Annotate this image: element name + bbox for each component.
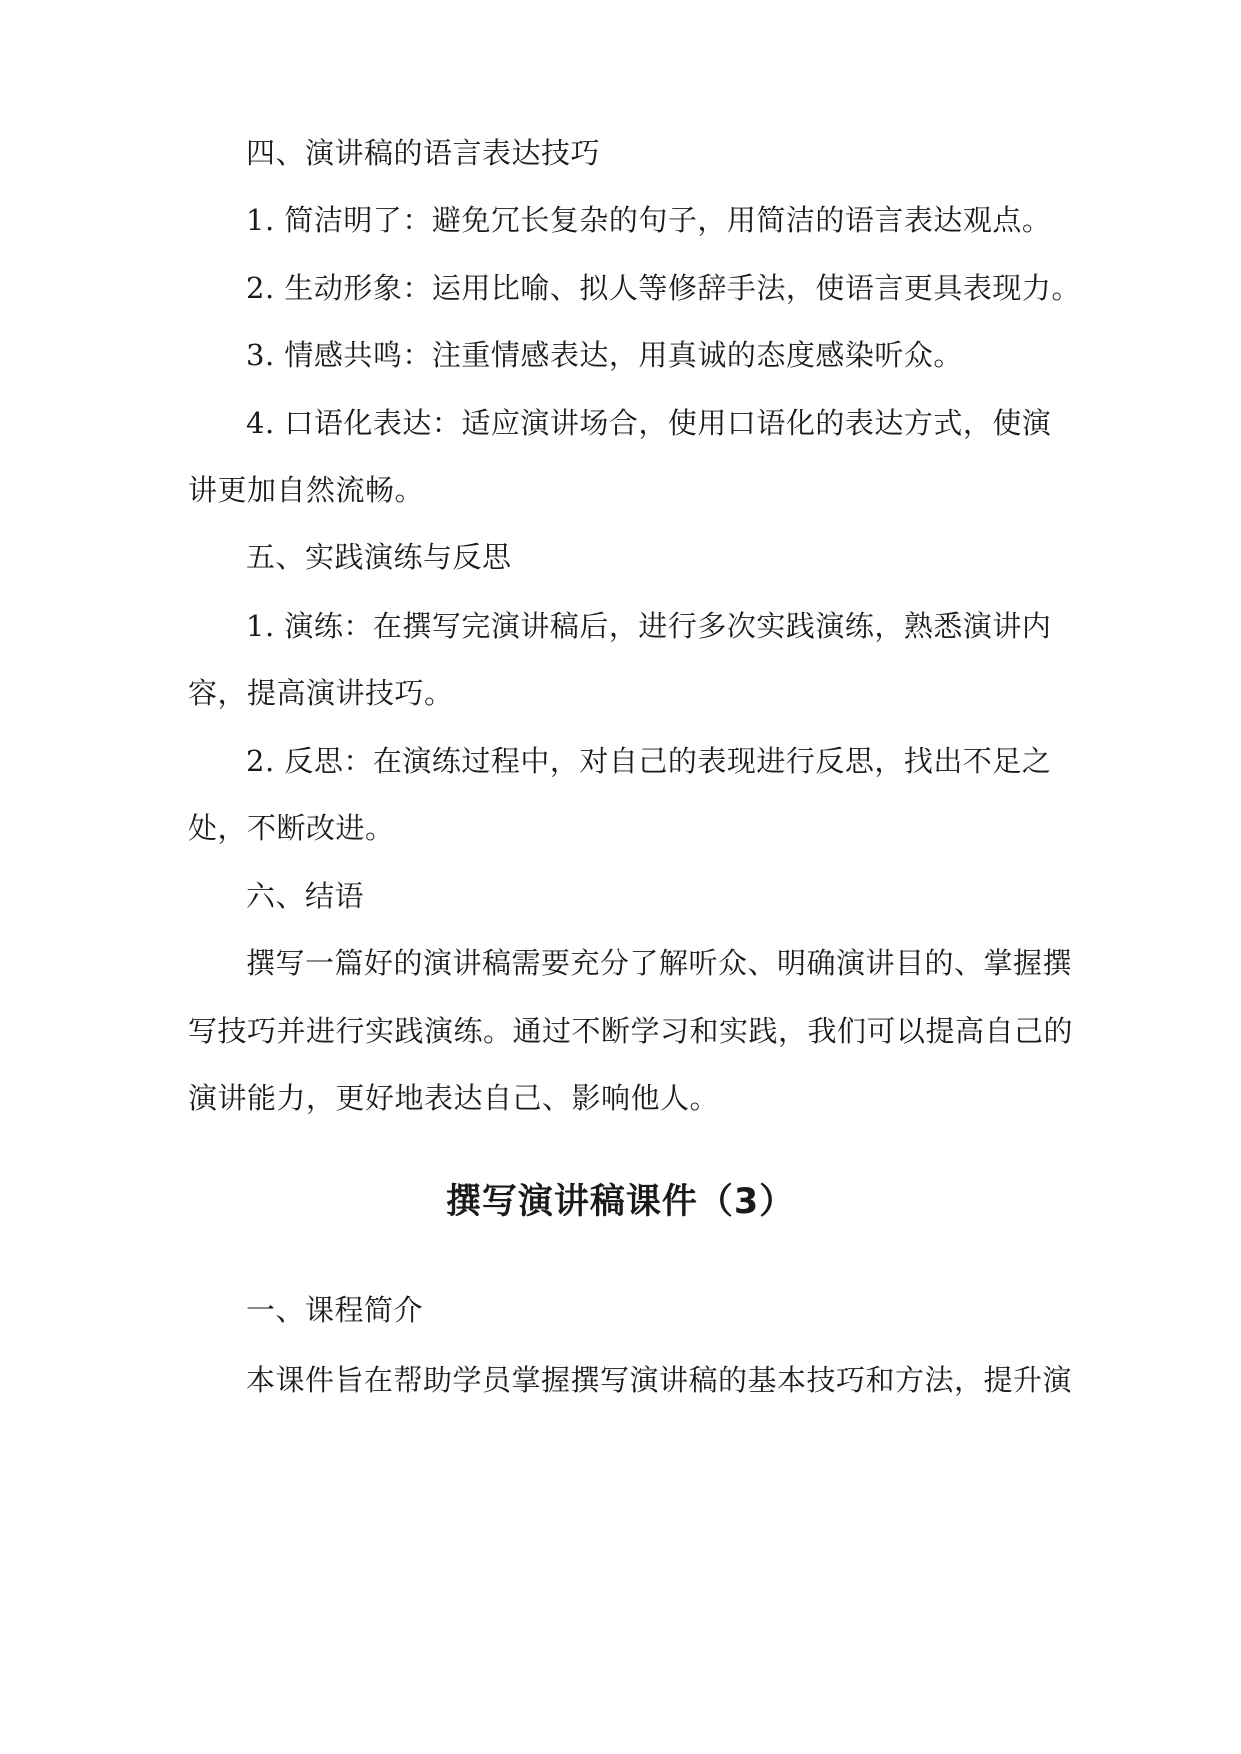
paragraph-line: 撰写一篇好的演讲稿需要充分了解听众、明确演讲目的、掌握撰 — [246, 946, 1073, 980]
list-item: 4. 口语化表达：适应演讲场合，使用口语化的表达方式，使演 — [246, 406, 1052, 440]
list-item: 3. 情感共鸣：注重情感表达，用真诚的态度感染听众。 — [246, 338, 963, 372]
list-item: 2. 生动形象：运用比喻、拟人等修辞手法，使语言更具表现力。 — [246, 271, 1081, 305]
section-heading: 一、课程简介 — [246, 1293, 424, 1327]
paragraph-line: 写技巧并进行实践演练。通过不断学习和实践，我们可以提高自己的 — [188, 1014, 1074, 1048]
list-item: 2. 反思：在演练过程中，对自己的表现进行反思，找出不足之 — [246, 744, 1052, 778]
list-item: 1. 演练：在撰写完演讲稿后，进行多次实践演练，熟悉演讲内 — [246, 609, 1052, 643]
paragraph-line: 演讲能力，更好地表达自己、影响他人。 — [188, 1081, 720, 1115]
document-title: 撰写演讲稿课件（3） — [445, 1182, 796, 1222]
section-heading: 五、实践演练与反思 — [246, 540, 512, 574]
section-heading: 六、结语 — [246, 879, 365, 913]
list-item-continuation: 处，不断改进。 — [188, 811, 395, 845]
list-item-continuation: 容，提高演讲技巧。 — [188, 676, 454, 710]
list-item: 1. 简洁明了：避免冗长复杂的句子，用简洁的语言表达观点。 — [246, 203, 1052, 237]
list-item-continuation: 讲更加自然流畅。 — [188, 473, 425, 507]
paragraph-line: 本课件旨在帮助学员掌握撰写演讲稿的基本技巧和方法，提升演 — [246, 1363, 1073, 1397]
section-heading: 四、演讲稿的语言表达技巧 — [246, 136, 601, 170]
